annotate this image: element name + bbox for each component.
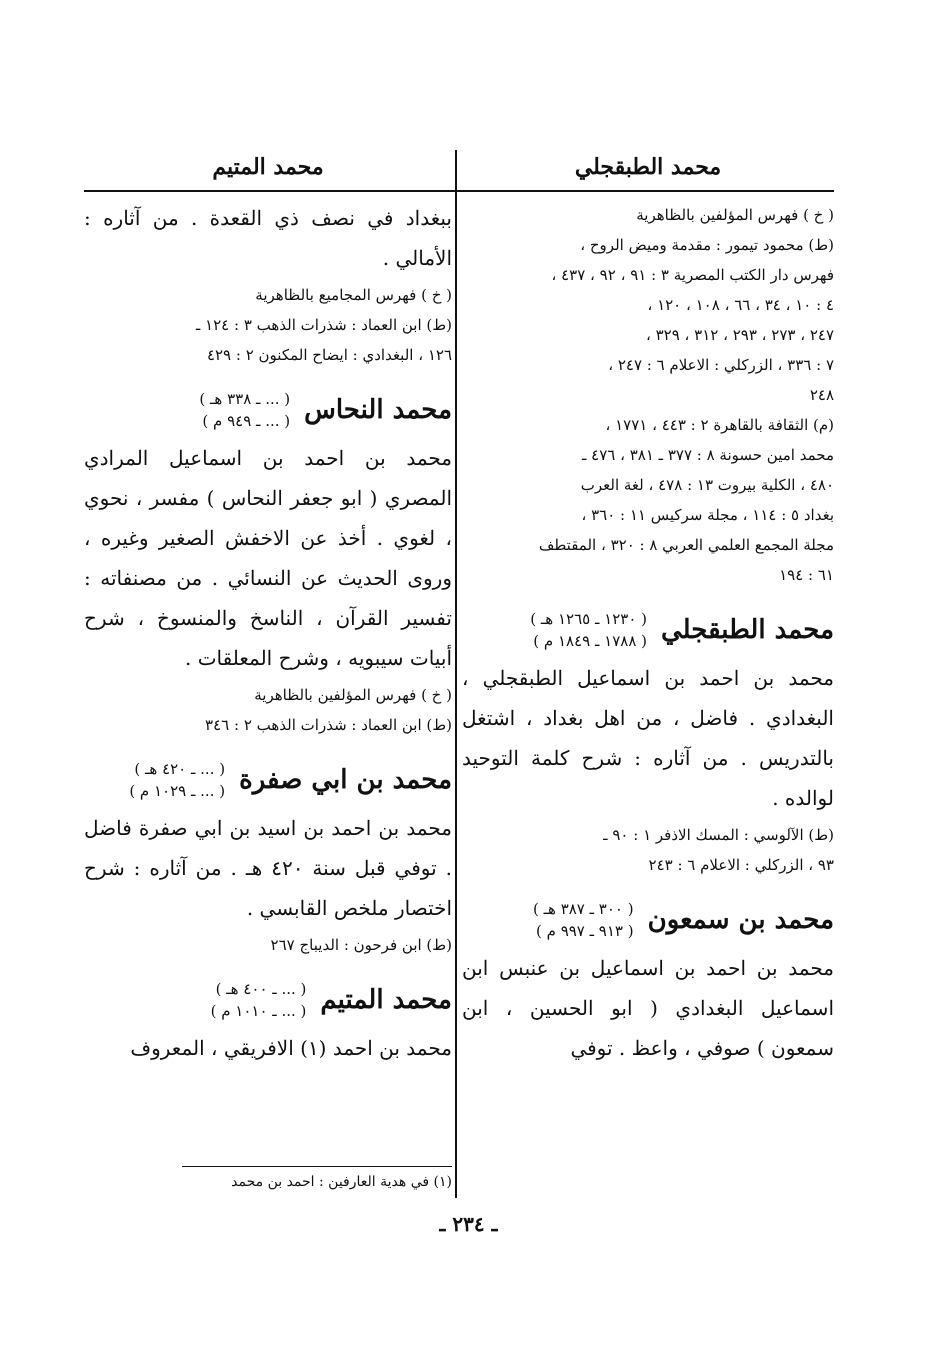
reference-line: (ط) الآلوسي : المسك الاذفر ١ : ٩٠ ـ (603, 826, 834, 844)
entry-heading (84, 978, 452, 1022)
entry-heading (84, 388, 452, 432)
right-column-title: محمد الطبقجلي (574, 154, 722, 180)
entry-heading (84, 758, 452, 802)
reference-line: ٩٣ ، الزركلي : الاعلام ٦ : ٢٤٣ (648, 856, 834, 874)
entry-body: محمد بن احمد بن اسماعيل المرادي المصري ( ابو جعفر النحاس ) مفسر ، نحوي ، لغوي . أخذ عن الاخفش الصغير وغيره ، وروى الحديث عن النسائي . من مصنفاته : تفسير القرآن ، الناسخ والمنسوخ ، شرح أبيات سيبويه ، وشرح المعلقات . (84, 446, 452, 670)
intro-references (84, 280, 452, 370)
header-rule (84, 190, 834, 192)
entry-body: محمد بن احمد بن اسماعيل بن عنبس ابن اسماعيل البغدادي ( ابو الحسين ، ابن سمعون ) صوفي ، واعظ . توفي (462, 956, 834, 1060)
hijri-dates: ( ... ـ ٤٠٠ هـ ) (215, 980, 307, 998)
right-top-references (462, 200, 834, 590)
hijri-dates: ( ... ـ ٣٣٨ هـ ) (199, 390, 291, 408)
reference-line: (ط) ابن فرحون : الديباج ٢٦٧ (270, 936, 452, 954)
reference-line: ٤ : ١٠ ، ٣٤ ، ٦٦ ، ١٠٨ ، ١٢٠ ، (647, 296, 834, 314)
hijri-dates: ( ... ـ ٤٢٠ هـ ) (134, 760, 226, 778)
entry-name: محمد بن سمعون (647, 905, 834, 935)
page-number: ـ ٢٣٤ ـ (439, 1212, 498, 1236)
entry-dates (533, 898, 634, 942)
reference-line: (ط) ابن العماد : شذرات الذهب ٣ : ١٢٤ ـ (195, 316, 452, 334)
entry-heading (462, 608, 834, 652)
reference-line: ٢٤٧ ، ٢٧٣ ، ٢٩٣ ، ٣١٢ ، ٣٢٩ ، (645, 326, 834, 344)
reference-line: ( خ ) فهرس المؤلفين بالظاهرية (254, 686, 452, 704)
entry-dates (199, 388, 290, 432)
hijri-dates: ( ١٢٣٠ ـ ١٢٦٥ هـ ) (530, 610, 648, 628)
gregorian-dates: ( ٩١٣ ـ ٩٩٧ م ) (536, 922, 634, 940)
entry-body: محمد بن احمد بن اسيد بن ابي صفرة فاضل . توفي قبل سنة ٤٢٠ هـ . من آثاره : شرح اختصار ملخص القابسي . (84, 816, 452, 920)
entry-dates (530, 608, 647, 652)
reference-line: ٤٨٠ ، الكلية بيروت ١٣ : ٤٧٨ ، لغة العرب (580, 476, 834, 494)
reference-line: (ط) محمود تيمور : مقدمة وميض الروح ، (580, 236, 834, 254)
footnote-rule (182, 1166, 452, 1167)
column-divider (455, 150, 457, 1198)
reference-line: مجلة المجمع العلمي العربي ٨ : ٣٢٠ ، المقتطف (538, 536, 834, 554)
reference-line: (ط) ابن العماد : شذرات الذهب ٢ : ٣٤٦ (205, 716, 452, 734)
entry-dates (211, 978, 307, 1022)
reference-line: (م) الثقافة بالقاهرة ٢ : ٤٤٣ ، ١٧٧١ ، (605, 416, 834, 434)
entry-body: محمد بن احمد (١) الافريقي ، المعروف (130, 1036, 452, 1060)
left-column (84, 148, 452, 1060)
entry-heading (462, 898, 834, 942)
gregorian-dates: ( ... ـ ١٠١٠ م ) (210, 1002, 307, 1020)
footnote: (١) في هدية العارفين : احمد بن محمد (231, 1174, 452, 1190)
entry-name: محمد المتيم (320, 985, 452, 1015)
entry-name: محمد النحاس (304, 395, 452, 425)
reference-line: بغداد ٥ : ١١٤ ، مجلة سركيس ١١ : ٣٦٠ ، (581, 506, 834, 524)
gregorian-dates: ( ... ـ ١٠٢٩ م ) (129, 782, 226, 800)
gregorian-dates: ( ١٧٨٨ ـ ١٨٤٩ م ) (533, 632, 648, 650)
left-column-title: محمد المتيم (212, 154, 324, 180)
reference-line: ٧ : ٣٣٦ ، الزركلي : الاعلام ٦ : ٢٤٧ ، (608, 356, 834, 374)
entry-references (462, 820, 834, 880)
hijri-dates: ( ٣٠٠ ـ ٣٨٧ هـ ) (532, 900, 634, 918)
reference-line: ٦١ : ١٩٤ (779, 566, 834, 584)
reference-line: ( خ ) فهرس المجاميع بالظاهرية (255, 286, 452, 304)
reference-line: فهرس دار الكتب المصرية ٣ : ٩١ ، ٩٢ ، ٤٣٧ ، (551, 266, 834, 284)
entry-name: محمد الطبقجلي (661, 615, 834, 645)
entry-name: محمد بن ابي صفرة (239, 765, 452, 795)
reference-line: ( خ ) فهرس المؤلفين بالظاهرية (636, 206, 834, 224)
reference-line: محمد امين حسونة ٨ : ٣٧٧ ـ ٣٨١ ، ٤٧٦ ـ (581, 446, 834, 464)
continued-text: ببغداد في نصف ذي القعدة . من آثاره : الأمالي . (84, 206, 452, 270)
gregorian-dates: ( ... ـ ٩٤٩ م ) (202, 412, 291, 430)
reference-line: ٢٤٨ (809, 386, 834, 404)
reference-line: ١٢٦ ، البغدادي : ايضاح المكنون ٢ : ٤٢٩ (206, 346, 452, 364)
entry-dates (129, 758, 225, 802)
entry-references (84, 930, 452, 960)
right-column (462, 148, 834, 1060)
entry-references (84, 680, 452, 740)
entry-body: محمد بن احمد بن اسماعيل الطبقجلي ، البغدادي . فاضل ، من اهل بغداد ، اشتغل بالتدريس . من آثاره : شرح كلمة التوحيد لوالده . (462, 666, 834, 810)
